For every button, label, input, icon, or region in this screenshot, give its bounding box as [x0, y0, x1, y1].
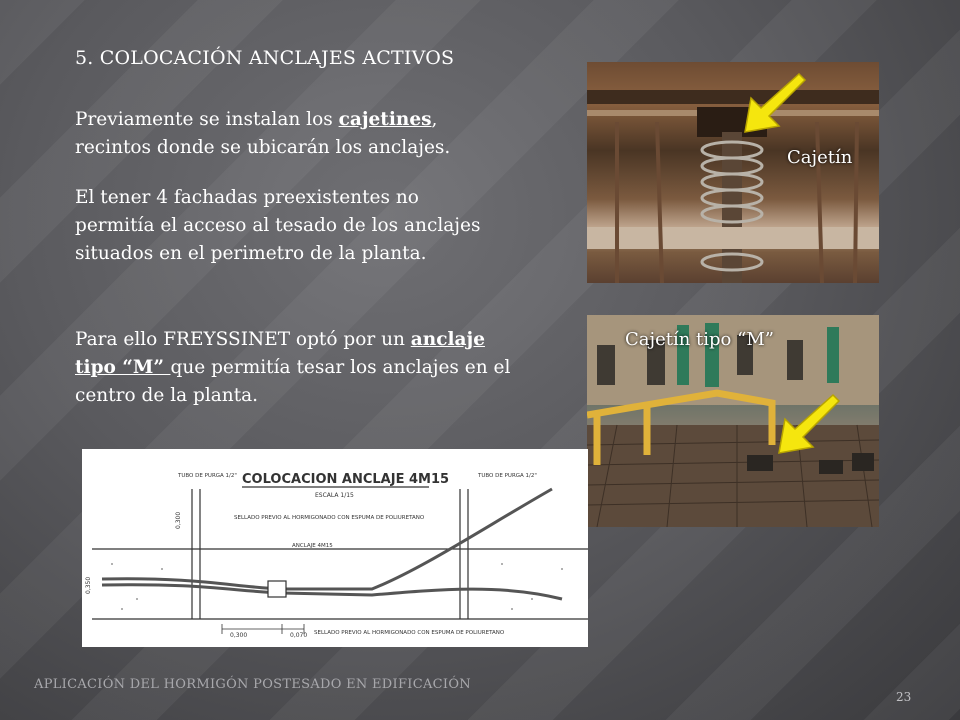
dimension-v1: 0,350 — [85, 576, 92, 594]
arrow-icon — [773, 389, 843, 459]
dimension-v2: 0,300 — [175, 511, 182, 529]
slide-title: 5. COLOCACIÓN ANCLAJES ACTIVOS — [75, 47, 455, 69]
drawing-title: COLOCACION ANCLAJE 4M15 — [242, 472, 450, 487]
seal-top-label: SELLADO PREVIO AL HORMIGONADO CON ESPUMA DE POLIURETANO — [234, 515, 425, 521]
cajetines-term: cajetines — [338, 109, 432, 130]
p3-after: que permitía tesar los anclajes en el centro de la planta. — [75, 357, 511, 406]
anchor-label: ANCLAJE 4M15 — [292, 543, 333, 549]
dimension-1: 0,300 — [230, 632, 248, 639]
photo-cajetin-art — [587, 62, 879, 283]
footer-text: APLICACIÓN DEL HORMIGÓN POSTESADO EN EDIFICACIÓN — [34, 677, 471, 692]
photo-cajetin-m — [587, 315, 879, 527]
photo-label-cajetin-m: Cajetín tipo “M” — [625, 329, 774, 350]
page-number: 23 — [896, 690, 912, 704]
tube-right-label: TUBO DE PURGA 1/2" — [478, 473, 537, 479]
paragraph-freyssinet — [75, 326, 515, 410]
photo-cajetin — [587, 62, 879, 283]
seal-bottom-label: SELLADO PREVIO AL HORMIGONADO CON ESPUMA DE POLIURETANO — [314, 630, 505, 636]
tube-left-label: TUBO DE PURGA 1/2" — [178, 473, 237, 479]
p3-before: Para ello FREYSSINET optó por un — [75, 329, 411, 350]
p1-before: Previamente se instalan los — [75, 109, 339, 130]
arrow-icon — [739, 68, 809, 138]
anclaje-m-term: anclaje tipo “M” — [75, 329, 485, 378]
technical-drawing — [82, 449, 588, 647]
paragraph-cajetines — [75, 106, 515, 162]
paragraph-fachadas: El tener 4 fachadas preexistentes no permitía el acceso al tesado de los anclajes situados en el perimetro de la planta. — [75, 187, 481, 264]
drawing-scale: ESCALA 1/15 — [315, 492, 354, 499]
p1-after: , recintos donde se ubicarán los anclajes. — [75, 109, 451, 158]
drawing-svg — [82, 449, 588, 647]
dimension-2: 0,070 — [290, 632, 308, 639]
photo-label-cajetin: Cajetín — [787, 147, 853, 168]
